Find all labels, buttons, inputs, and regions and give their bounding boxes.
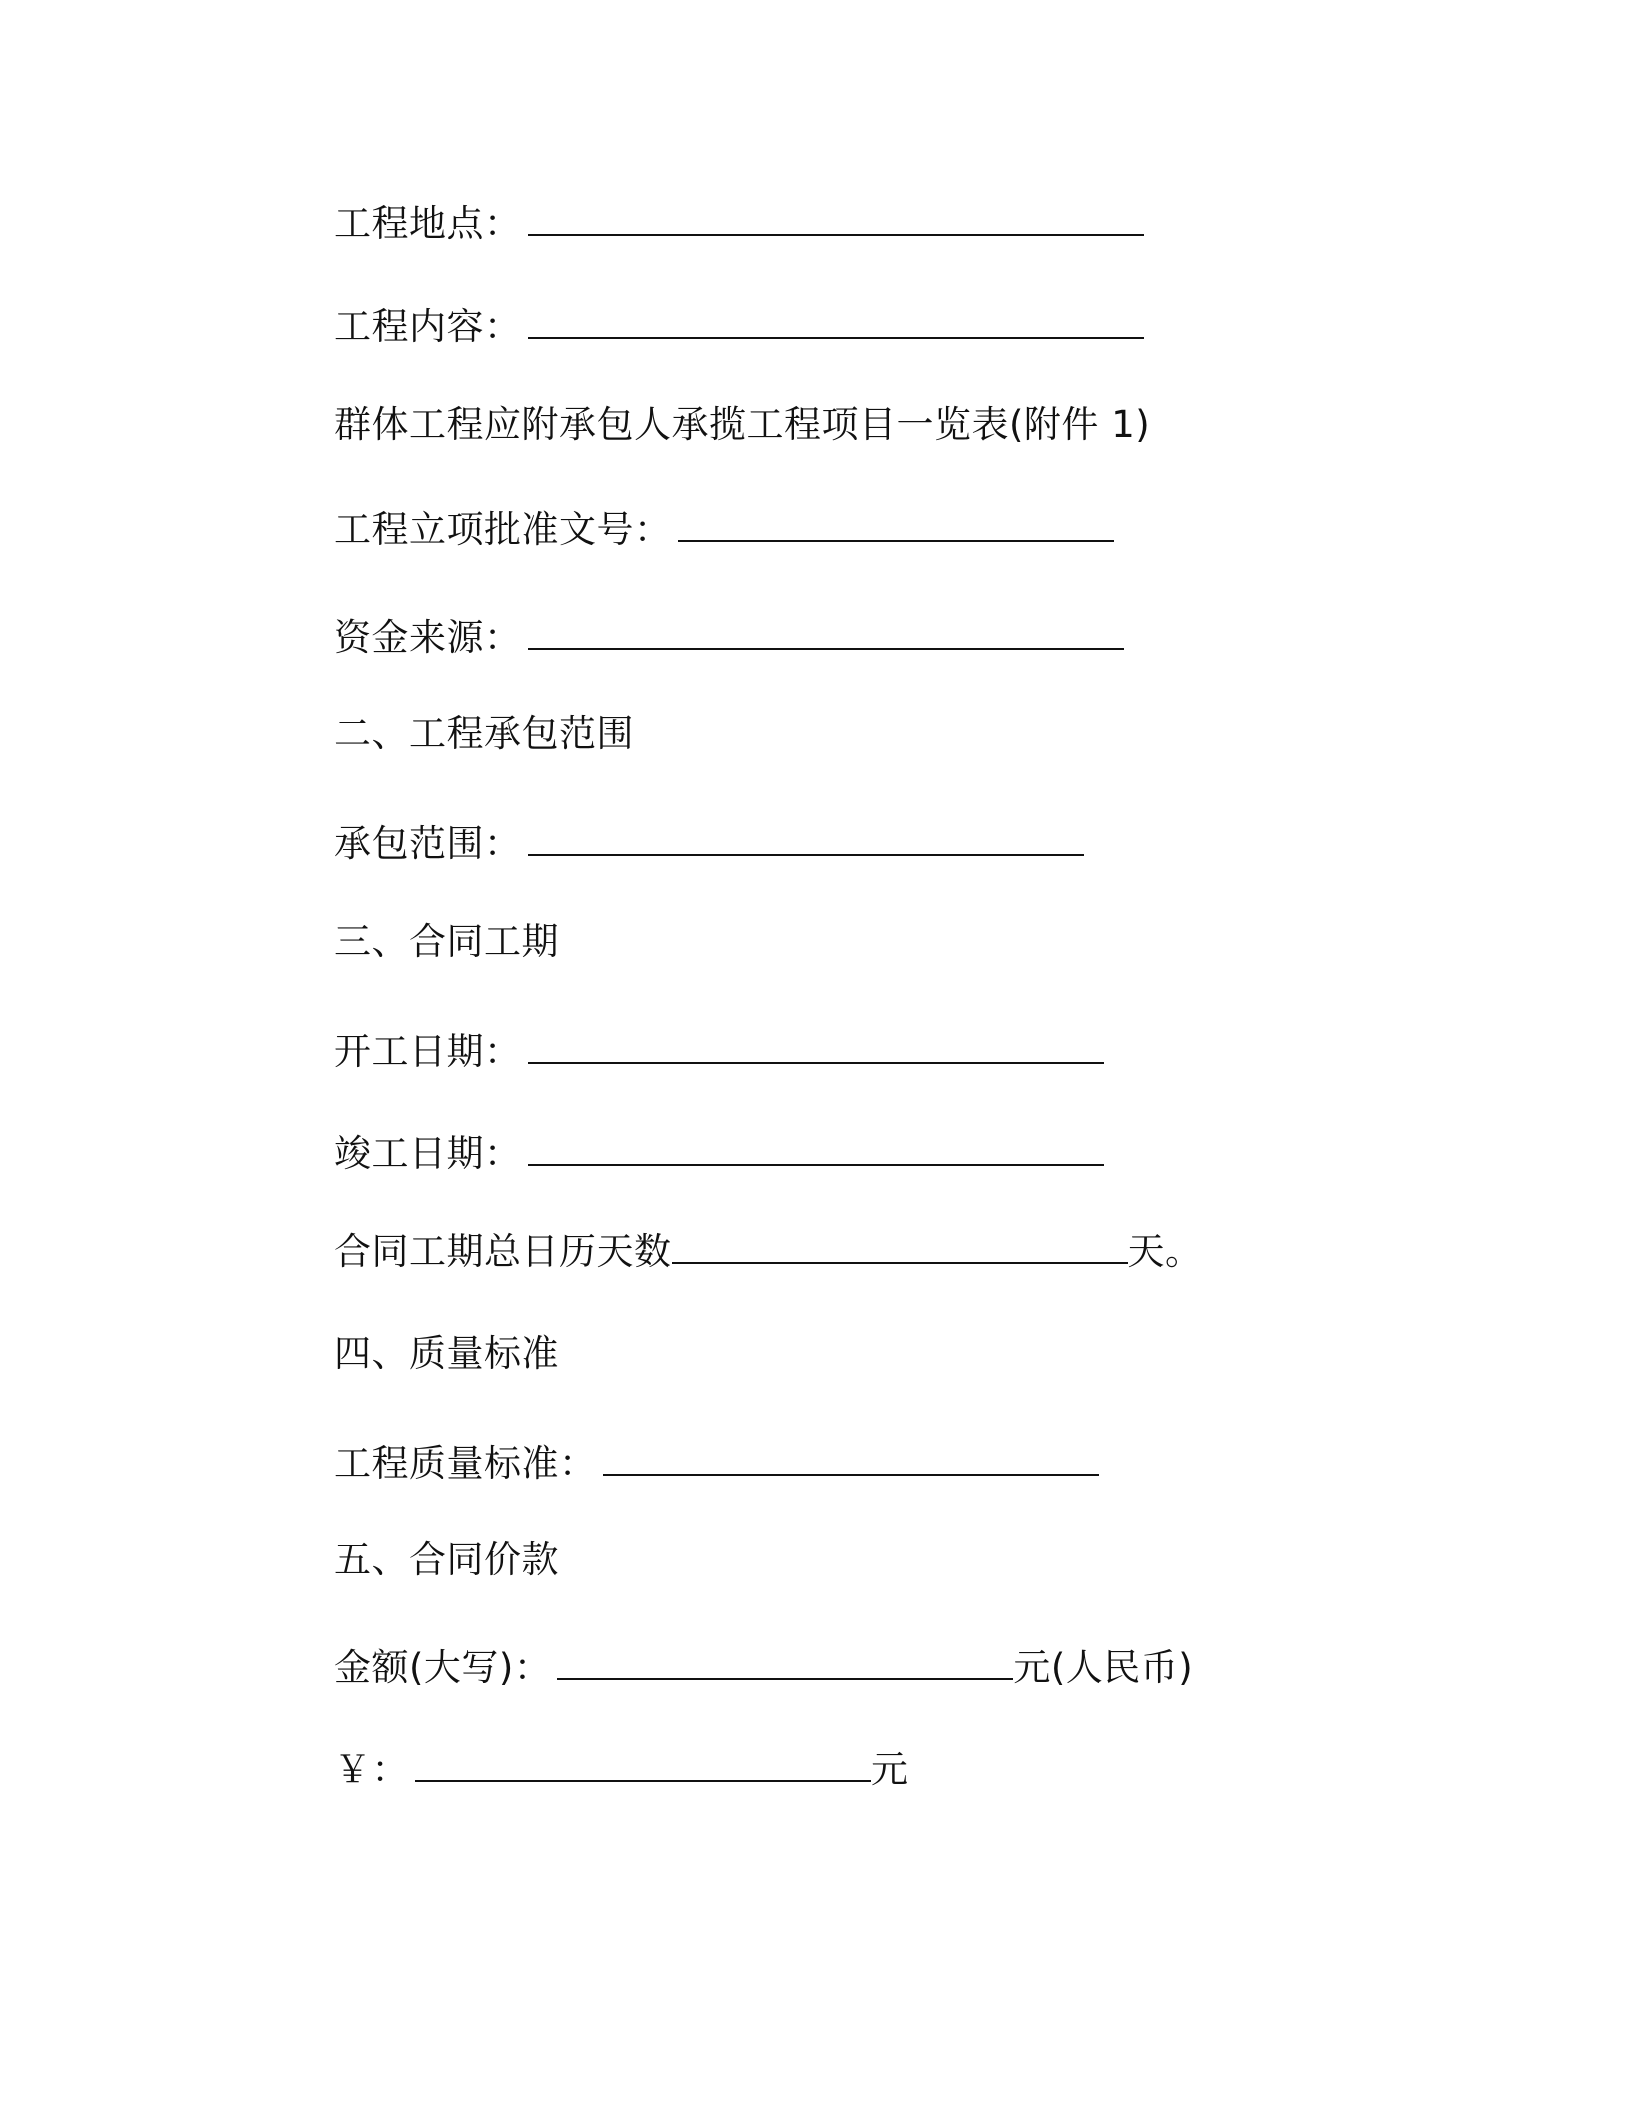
- field-project-location: [334, 198, 1144, 248]
- fill-in-blank[interactable]: [528, 612, 1124, 650]
- field-label: 合同工期总日历天数: [334, 1230, 672, 1273]
- fill-in-blank[interactable]: [528, 1026, 1104, 1064]
- field-label: 工程质量标准：: [334, 1442, 597, 1485]
- section-heading-quality: [334, 1330, 559, 1378]
- section-heading-duration: [334, 918, 559, 966]
- section-heading: 二、工程承包范围: [334, 712, 634, 755]
- field-project-content: [334, 301, 1144, 351]
- field-quality-standard: [334, 1438, 1099, 1488]
- fill-in-blank[interactable]: [528, 198, 1144, 236]
- text-line: 群体工程应附承包人承揽工程项目一览表(附件 1): [334, 403, 1151, 446]
- field-label: 金额(大写)：: [334, 1646, 552, 1689]
- fill-in-blank[interactable]: [557, 1642, 1013, 1680]
- attachment-note: [334, 401, 1150, 449]
- field-label: 工程地点：: [334, 202, 522, 245]
- field-label: 竣工日期：: [334, 1132, 522, 1175]
- fill-in-blank[interactable]: [528, 818, 1084, 856]
- fill-in-blank[interactable]: [415, 1744, 871, 1782]
- field-total-days: [334, 1226, 1203, 1276]
- field-funding-source: [334, 612, 1124, 662]
- section-heading-scope: [334, 710, 634, 758]
- field-label: ￥：: [334, 1748, 409, 1791]
- section-heading-price: [334, 1536, 559, 1584]
- field-label: 开工日期：: [334, 1030, 522, 1073]
- fill-in-blank[interactable]: [603, 1438, 1099, 1476]
- section-heading: 五、合同价款: [334, 1538, 559, 1581]
- field-approval-number: [334, 504, 1114, 554]
- field-suffix: 元: [871, 1748, 909, 1791]
- field-suffix: 天。: [1127, 1230, 1203, 1273]
- field-start-date: [334, 1026, 1104, 1076]
- field-suffix: 元(人民币): [1013, 1646, 1194, 1689]
- fill-in-blank[interactable]: [528, 1128, 1104, 1166]
- field-label: 工程内容：: [334, 305, 522, 348]
- field-completion-date: [334, 1128, 1104, 1178]
- fill-in-blank[interactable]: [678, 504, 1114, 542]
- section-heading: 四、质量标准: [334, 1332, 559, 1375]
- field-contract-scope: [334, 818, 1084, 868]
- section-heading: 三、合同工期: [334, 920, 559, 963]
- field-label: 工程立项批准文号：: [334, 508, 672, 551]
- field-label: 资金来源：: [334, 616, 522, 659]
- fill-in-blank[interactable]: [528, 301, 1144, 339]
- field-amount-in-words: [334, 1642, 1193, 1692]
- field-label: 承包范围：: [334, 822, 522, 865]
- fill-in-blank[interactable]: [672, 1226, 1128, 1264]
- field-amount-in-figures: [334, 1744, 909, 1794]
